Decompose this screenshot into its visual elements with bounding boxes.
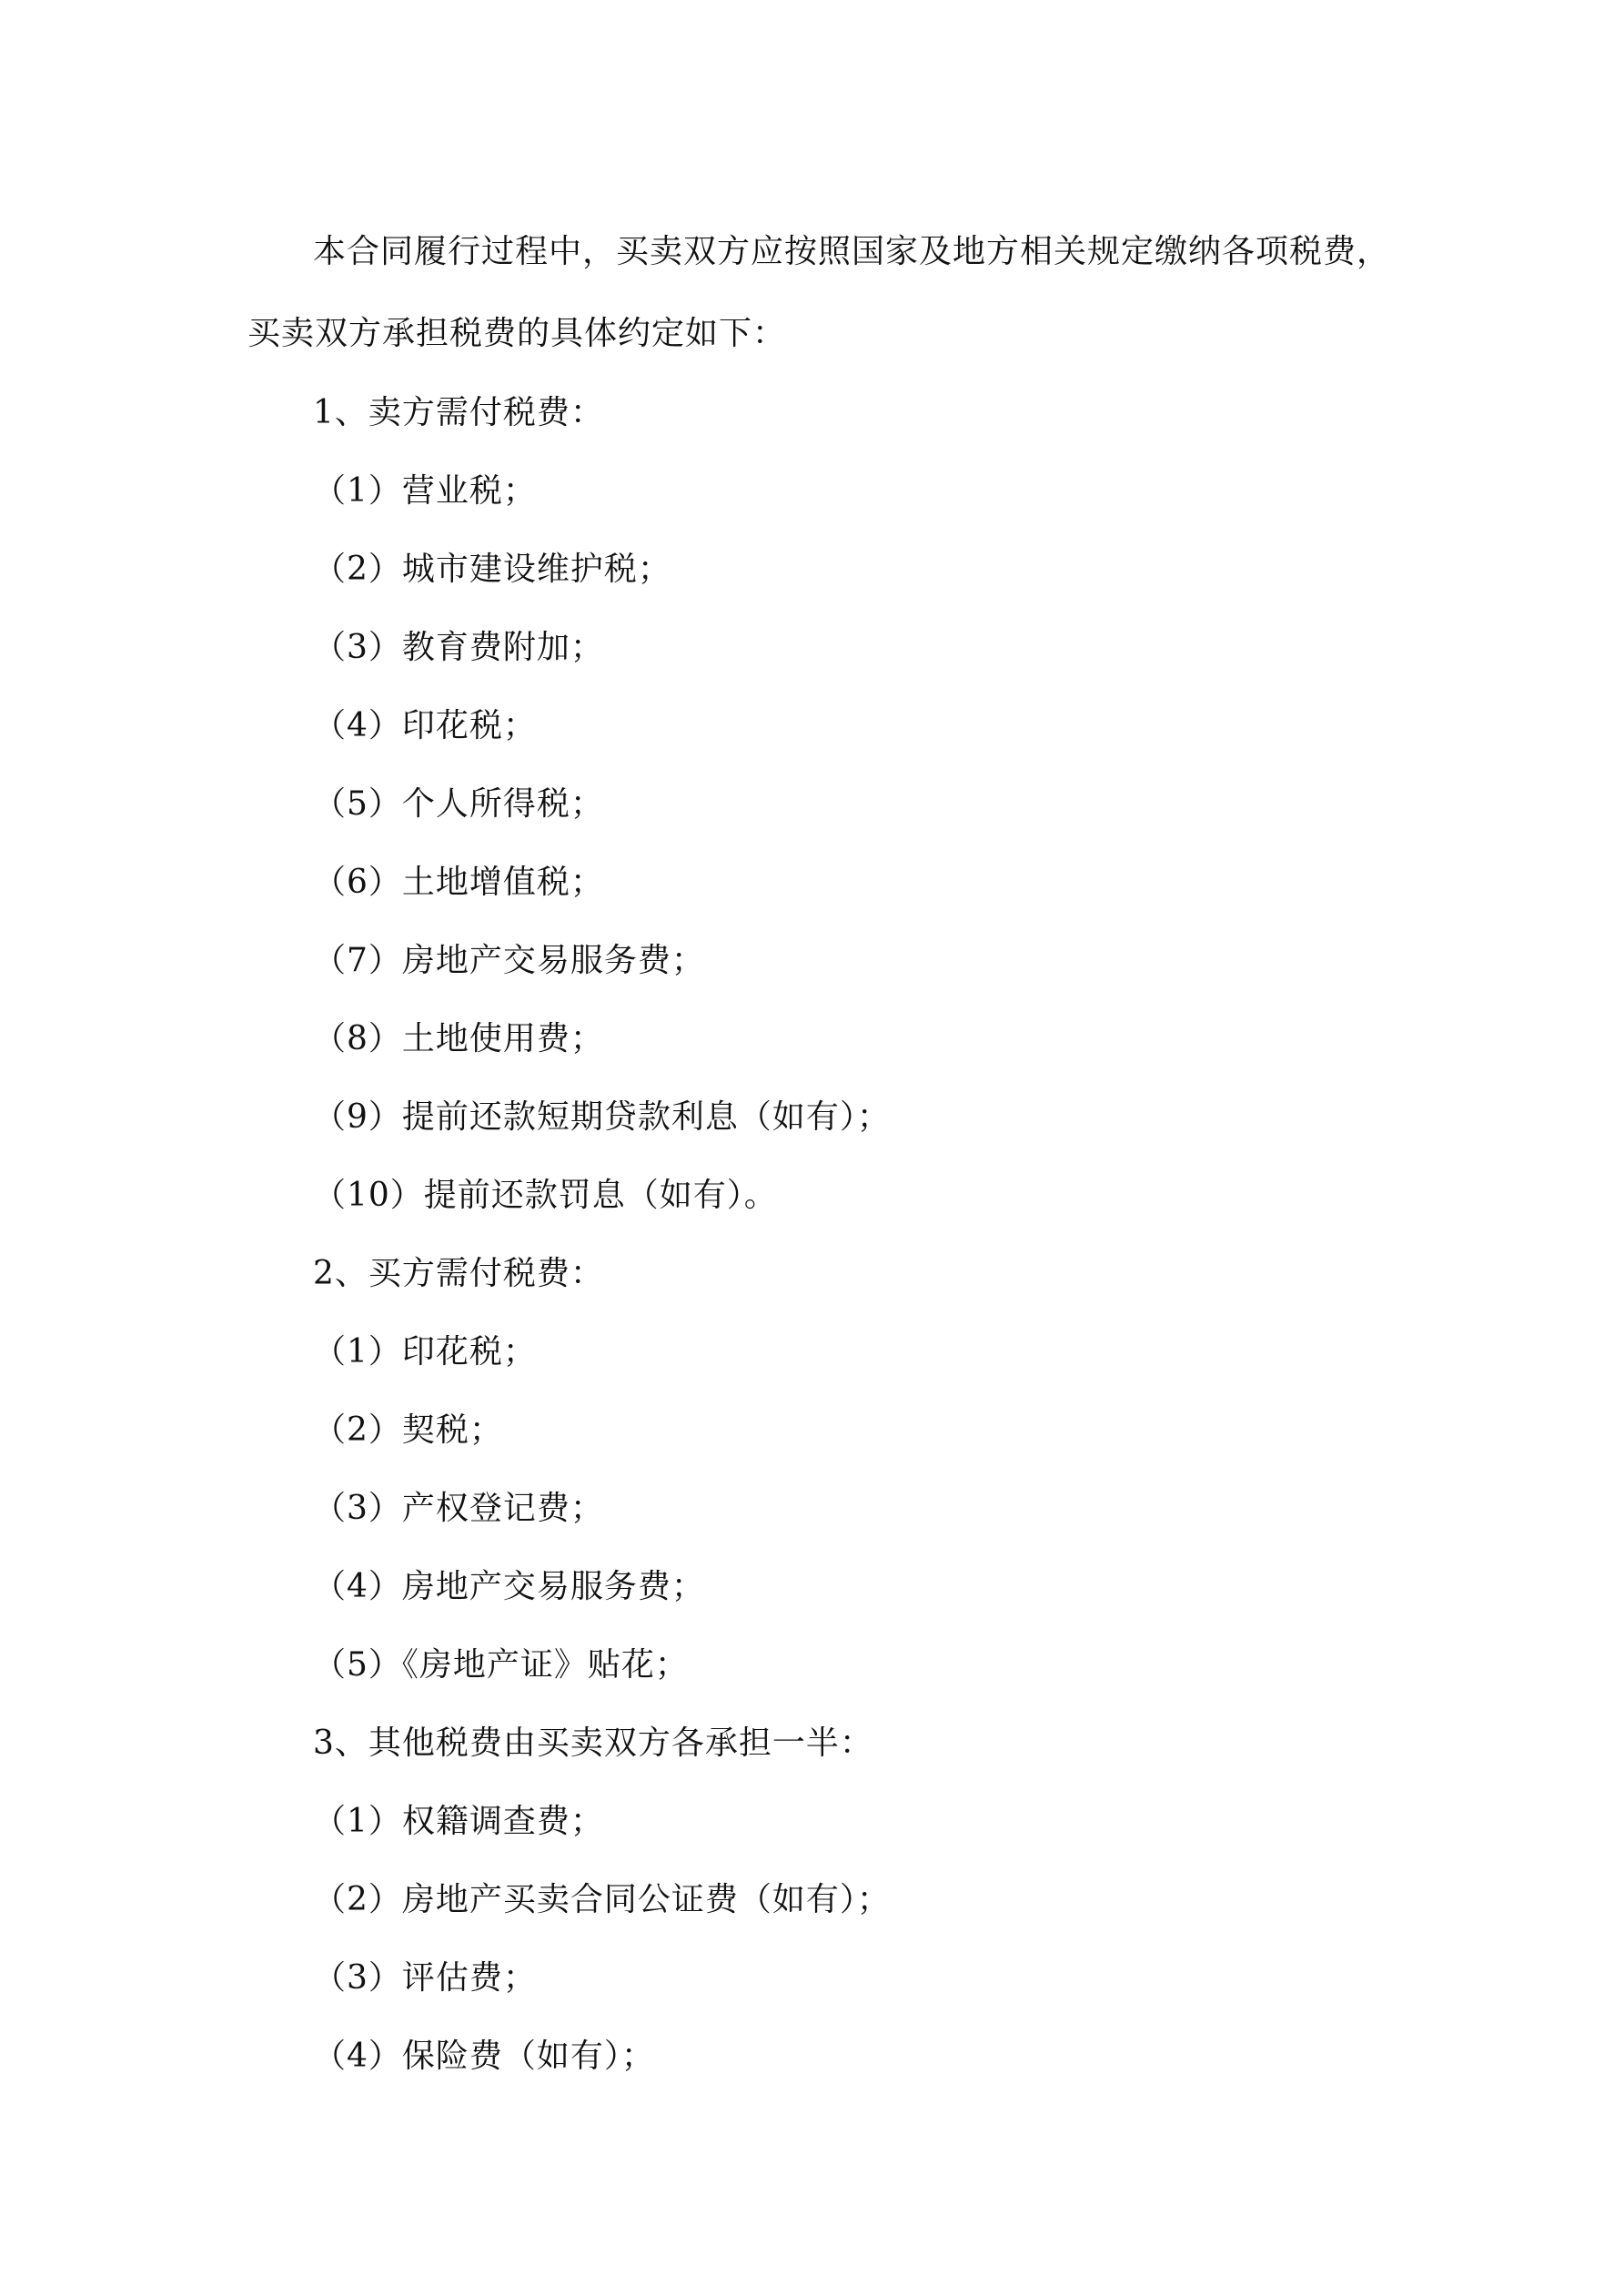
- section-2-heading: 2、买方需付税费：: [313, 1255, 604, 1292]
- list-item: （5）《房地产证》贴花；: [313, 1646, 689, 1684]
- list-item: （3）产权登记费；: [313, 1490, 604, 1527]
- list-item: （3）教育费附加；: [313, 629, 604, 666]
- list-item: （1）印花税；: [313, 1333, 537, 1371]
- list-item: （4）印花税；: [313, 707, 537, 744]
- section-1-heading: 1、卖方需付税费：: [313, 394, 604, 431]
- list-item: （4）房地产交易服务费；: [313, 1568, 705, 1605]
- list-item: （6）土地增值税；: [313, 864, 604, 901]
- list-item: （2）契税；: [313, 1411, 503, 1449]
- list-item: （4）保险费（如有）；: [313, 2038, 655, 2075]
- section-3-heading: 3、其他税费由买卖双方各承担一半：: [313, 1725, 873, 1762]
- list-item: （1）权籍调查费；: [313, 1803, 604, 1840]
- list-item: （2）房地产买卖合同公证费（如有）；: [313, 1881, 891, 1918]
- list-item: （1）营业税；: [313, 472, 537, 510]
- list-item: （7）房地产交易服务费；: [313, 942, 705, 979]
- intro-paragraph: 本合同履行过程中，买卖双方应按照国家及地方相关规定缴纳各项税费，买卖双方承担税费的具体约定如下：: [247, 233, 1391, 352]
- list-item: （5）个人所得税；: [313, 785, 604, 823]
- list-item: （10）提前还款罚息（如有）。: [313, 1177, 778, 1214]
- list-item: （8）土地使用费；: [313, 1020, 604, 1057]
- list-item: （3）评估费；: [313, 1959, 537, 1997]
- list-item: （9）提前还款短期贷款利息（如有）；: [313, 1098, 891, 1136]
- list-item: （2）城市建设维护税；: [313, 551, 671, 588]
